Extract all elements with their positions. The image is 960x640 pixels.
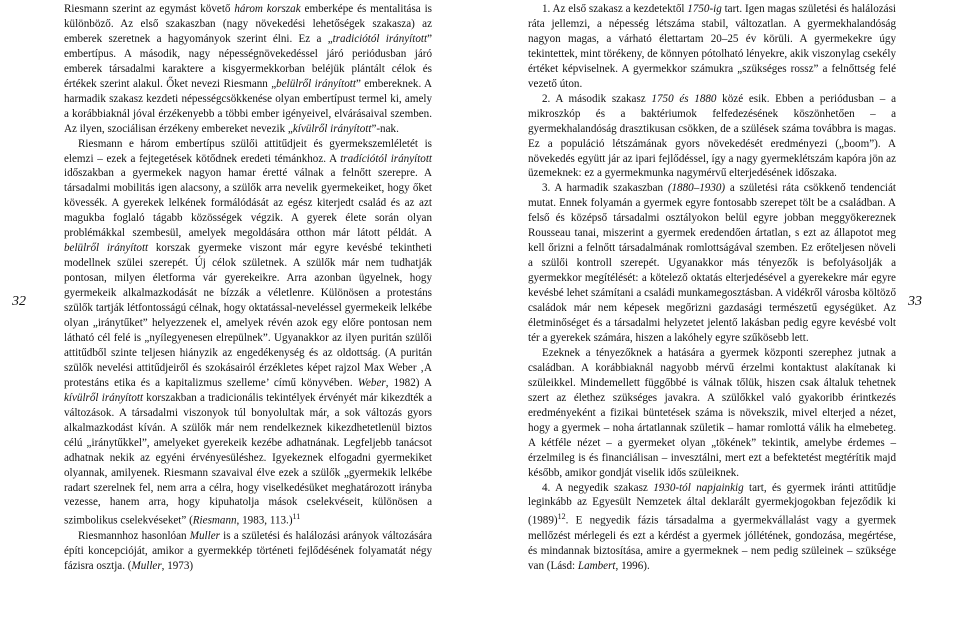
paragraph (528, 92, 896, 182)
italic-text: kívülről irányított (292, 122, 372, 135)
text-run: is a születési és halálozási arányok változására építi koncepcióját, amikor a gyermekkép történeti fejlődésének folyamatát négy fázisra osztja. ( (64, 530, 432, 572)
text-run: Riesmann szerint az egymást követő (64, 3, 235, 15)
paragraph (528, 346, 896, 481)
italic-text: 1750 és 1880 (651, 92, 717, 105)
text-run: emberképe és mentalitása is különböző. Az első szakaszban (nagy növekedési lehetőségek szakasza) az emberek szeretnek a hagyományok szerint élni. Ez a „ (64, 3, 432, 45)
italic-text: kívülről irányított (64, 391, 144, 404)
text-run: , 1996). (615, 559, 650, 572)
text-run: Ezeknek a tényezőknek a hatására a gyermek központi szerephez jutnak a családban. A korábbiaknál nagyobb mérvű érzelmi kontaktust alakítanak ki szüleikkel. Mindemellett függőbbé is válnak tőlük, hiszen csak általuk tehetnek szert az élethez szükséges javakra. A szülőkkel való gyakoribb érintkezés eredményeként a fizikai büntetések száma is növekszik, mivel elterjed a nézet, hogy a gyermek – noha ártatlannak születik – hamar romlottá válik ha elmebeteg. A kétféle nézet – a gyermeket olyan „tökének” tekintik, amelybe érdemes – érzelmileg is és financiálisan – invesztálni, mert ezt a befektetést megtérítik majd később, amikor gondját viselik idős szüleiknek. (528, 346, 896, 479)
paragraph (64, 2, 432, 137)
text-run: ” embereknek. A harmadik szakasz kezdeti népességcsökkenése olyan embertípust termel ki, amely a korábbiaknál jóval érzékenyebb a többi ember igényeivel, elvárásaival szemben. Az ilyen, szociálisan érzékeny embereket nevezik „ (64, 77, 432, 135)
text-run: korszakban a tradicionális tekintélyek érvényét már kikezdték a változások. A társadalmi viszonyok túl bonyolultak már, a sok változás gyors alkalmazkodást kíván. A szülők már nem rendelkeznek kikezdhetetlenül biztos célú „iránytűkkel”, amelyeket gyerekeik kezébe adhatnának. Legfeljebb tanácsot adhatnak nekik az egyéni érvényesüléshez. Igyekeznek elfogadni gyermekiket olyannak, amilyenek. Riesmann szavaival élve ezek a szülők „gyermekik lelkébe radart szerelnek fel, nem arra a célra, hogy viselkedésüket meghatározott irányba vezesse, hanem arra, hogy kipuhatolja mások cselekvéseit, különösen a szimbolikus cselekvéseket” ( (64, 391, 432, 528)
page-number-right: 33 (908, 294, 922, 309)
text-run: 4. A negyedik szakasz (542, 481, 654, 494)
italic-text: 1930-tól napjainkig (653, 481, 744, 494)
text-run: 2. A második szakasz (542, 92, 652, 105)
text-run: ”-nak. (371, 122, 399, 135)
italic-text: Weber (357, 376, 386, 389)
text-run: , 1973) (161, 559, 194, 572)
text-run: korszak gyermeke viszont már egyre kevésbé tekintheti modellnek szülei szerepét. Új célok születnek. A szülők már nem tudhatják pontosan, milyen életforma vár gyerekeikre. Arra azonban ügyelnek, hogy gyermekeik alkalmazkodását ne bízzák a véletlenre. Különösen a protestáns szülők tartják létfontosságú célnak, hogy oktatással-neveléssel gyermekeik lelkébe olyan „iránytűket” helyezzenek el, amelyek révén azok egy előre pontosan nem látható cél felé is „nyílegyenesen elrepülnek”. Ugyanakkor az ilyen puritán szülői attitűdből szinte teljesen hiányzik az engedékenység és az oldottság. (A puritán szülők nevelési attitűdjeiről és szokásairól érzékletes képet rajzol Max Weber ‚A protestáns etika és a kapitalizmus szelleme’ című könyvében. (64, 242, 432, 389)
italic-text: belülről irányított (276, 77, 356, 90)
italic-text: három korszak (234, 3, 301, 15)
right-page-text-column (528, 2, 896, 574)
text-run: időszakban a gyermekek nagyon hamar éretté válnak a felnőtt szerepre. A társadalmi mobilitás igen alacsony, a szülők arra nevelik gyermekeiket, hogy őket kövessék. A gyerekek lelkének formálódását az egész kiterjedt család és az azt magukba foglaló tágabb közösségek végzik. A gyerek élete során olyan problémákkal szembesül, amelyek megoldására otthon már látott példát. A (64, 167, 432, 240)
text-run: , 1982) A (385, 376, 433, 389)
text-run: tart. Igen magas születési és halálozási ráta jellemzi, a népesség létszáma stabil, változatlan. A gyermekhalandóság nagyon magas, a várható élettartam 20–25 év körüli. A gyermekekre úgy tekintettek, mint törékeny, de könnyen pótolható lényekre, akik viszonylag csekély értéket képviselnek. A gyermekkor számukra „szükséges rossz” a felnőttség felé vezető úton. (528, 3, 896, 90)
paragraph (528, 2, 896, 92)
italic-text: Lambert (577, 559, 616, 572)
footnote-ref: 12 (557, 512, 566, 522)
paragraph (528, 181, 896, 345)
footnote-ref: 11 (292, 512, 301, 522)
italic-text: belülről irányított (64, 242, 149, 255)
italic-text: 1750-ig (687, 3, 722, 15)
italic-text: Muller (131, 559, 162, 572)
text-run: 1. Az első szakasz a kezdetektől (542, 3, 688, 15)
italic-text: (1880–1930) (667, 182, 726, 195)
italic-text: tradiciótól irányított (332, 32, 428, 45)
text-run: Riesmannhoz hasonlóan (78, 530, 190, 543)
left-page-text-column (64, 2, 432, 574)
italic-text: Riesmann (192, 515, 237, 528)
text-run: Riesmann e három embertípus szülői attitűdjeit és gyermekszemléletét is elemzi – ezek a fejtegetések kötődnek eredeti témánkhoz. A (64, 137, 432, 165)
italic-text: Muller (189, 530, 220, 543)
text-run: , 1983, 113.) (236, 515, 293, 528)
text-run: tart, és gyermek iránti attitűdje leginkább az Egyesült Nemzetek által deklarált gyermekjogokban fejeződik ki (1989) (528, 481, 896, 528)
text-run: közé esik. Ebben a periódusban – a mikroszkóp és a baktériumok felfedezésének köszönhetően – a gyermekhalandóság drasztikusan csökken, de a szülések száma továbbra is magas. Ez a populáció létszámának gyors növekedését eredményezi („boom”). A növekedés együtt jár az ipari fejlődéssel, így a nagy gyermeklétszám kapóra jön az üzemeknek: ez a gyermekmunka nagymérvű elterjedésének időszaka. (528, 92, 896, 180)
text-run: ” embertípus. A második, nagy népességnövekedéssel járó periódusban járó emberek társadalmi karaktere a kisgyermekkorban beléjük plántált célok és értékek szerint alakul. Őket nevezi Riesmann „ (64, 32, 432, 90)
text-run: . E negyedik fázis társadalma a gyermekvállalást vagy a gyermek mellőzést mérlegeli és ezt a kérdést a gyermek jóllétének, gondozása, megértése, és mindannak biztosítása, amire a gyermeknek – nem pedig szüleinek – szüksége van (Lásd: (528, 515, 896, 572)
page-number-left: 32 (12, 294, 26, 309)
italic-text: tradíciótól irányított (340, 152, 433, 165)
paragraph (64, 529, 432, 574)
paragraph (64, 137, 432, 529)
text-run: 3. A harmadik szakaszban (542, 182, 668, 195)
paragraph (528, 481, 896, 574)
text-run: a születési ráta csökkenő tendenciát mutat. Ennek folyamán a gyermek egyre fontosabb szerepet tölt be a családban. A felső és középső társadalmi osztályokon belül egyre jobban meggyökereznek Rousseau tanai, miszerint a gyermek eredendően ártatlan, s ezt az állapotot meg kell őrizni a felnőtt társadalmának romlottságával szemben. Ez erőteljesen növeli a szülői kontroll szerepét. Ugyanakkor más tényezők is befolyásolják a gyermekkor megítélését: a kötelező oktatás elterjedésével a gyerekekre már egyre kevésbé lehet számítani a családi munkamegosztásban. A vidékről városba költöző családok már nem képesek megőrizni gazdasági természetű egységüket. Az életminőséget és a társadalmi helyzetet jelentő lakásban pedig egyre kevésbé volt tér a gyerekek számára, hiszen a lakóhely egyre szűkösebb lett. (528, 182, 896, 344)
